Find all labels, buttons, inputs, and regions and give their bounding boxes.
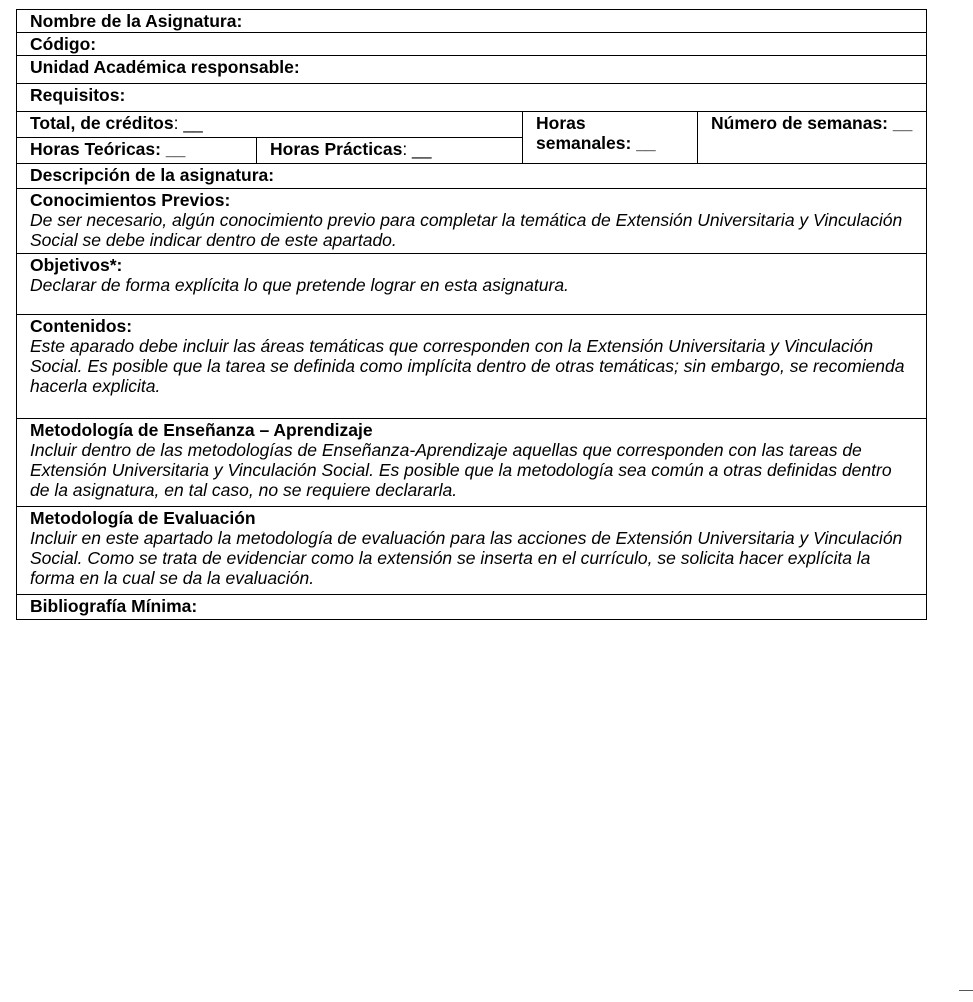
unidad-label: Unidad Académica responsable: xyxy=(30,57,300,77)
row-conocimientos xyxy=(17,189,927,254)
total-creditos-label: Total, de créditos xyxy=(30,113,174,133)
row-requisitos xyxy=(17,84,927,112)
nombre-label: Nombre de la Asignatura: xyxy=(30,11,243,31)
requisitos-label: Requisitos: xyxy=(30,85,126,105)
conocimientos-label: Conocimientos Previos: xyxy=(30,190,231,210)
row-evaluacion xyxy=(17,507,927,595)
contenidos-text: Este aparado debe incluir las áreas temáticas que corresponden con la Extensión Universitaria y Vinculación Social. Es posible que la tarea se definida como implícita dentro de otras temáticas; sin embargo, se recomienda hacerla explicita. xyxy=(30,336,905,396)
page-edge-mark xyxy=(959,990,973,991)
row-descripcion xyxy=(17,164,927,189)
row-contenidos xyxy=(17,315,927,419)
horas-practicas-blank: : __ xyxy=(402,139,432,159)
row-nombre xyxy=(17,10,927,33)
codigo-label: Código: xyxy=(30,34,97,54)
horas-semanales-label: Horas semanales: __ xyxy=(536,113,656,153)
horas-teoricas-label: Horas Teóricas: __ xyxy=(30,139,186,159)
ensenanza-text: Incluir dentro de las metodologías de Enseñanza-Aprendizaje aquellas que corresponden con las tareas de Extensión Universitaria y Vinculación Social. Es posible que la metodología sea común a otras definidas dentro de la asignatura, en tal caso, no se requiere declararla. xyxy=(30,440,892,500)
ensenanza-label: Metodología de Enseñanza – Aprendizaje xyxy=(30,420,373,440)
contenidos-label: Contenidos: xyxy=(30,316,133,336)
evaluacion-label: Metodología de Evaluación xyxy=(30,508,256,528)
objetivos-label: Objetivos*: xyxy=(30,255,123,275)
horas-practicas-label: Horas Prácticas xyxy=(270,139,403,159)
row-codigo xyxy=(17,33,927,56)
numero-semanas-label: Número de semanas: __ xyxy=(711,113,913,133)
bibliografia-label: Bibliografía Mínima: xyxy=(30,596,198,616)
total-creditos-blank: : __ xyxy=(173,113,203,133)
row-creditos xyxy=(17,112,927,138)
descripcion-label: Descripción de la asignatura: xyxy=(30,165,275,185)
evaluacion-text: Incluir en este apartado la metodología de evaluación para las acciones de Extensión Universitaria y Vinculación Social. Como se trata de evidenciar como la extensión se inserta en el currículo, se solicita hacer explícita la forma en la cual se da la evaluación. xyxy=(30,528,903,588)
conocimientos-text: De ser necesario, algún conocimiento previo para completar la temática de Extensión Universitaria y Vinculación Social se debe indicar dentro de este apartado. xyxy=(30,210,903,250)
syllabus-form-table xyxy=(16,9,927,620)
objetivos-text: Declarar de forma explícita lo que pretende lograr en esta asignatura. xyxy=(30,275,569,295)
row-objetivos xyxy=(17,254,927,315)
row-unidad xyxy=(17,56,927,84)
row-ensenanza xyxy=(17,419,927,507)
row-bibliografia xyxy=(17,595,927,620)
